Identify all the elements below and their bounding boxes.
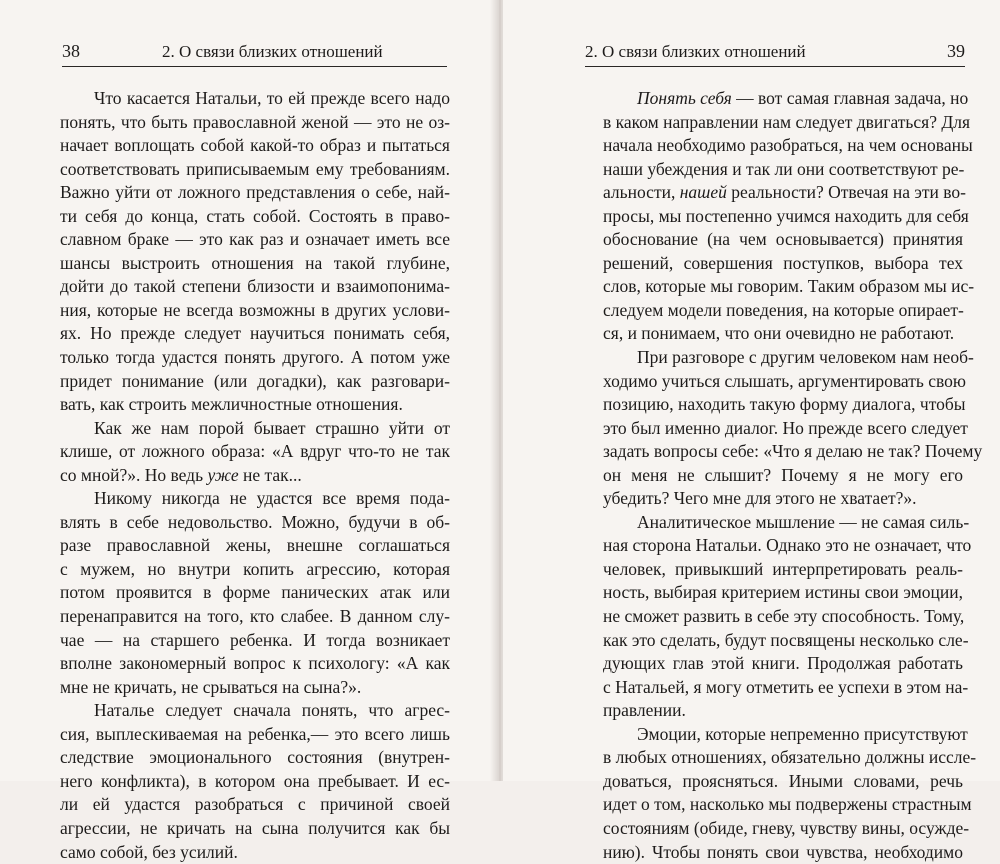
header-rule [62,66,447,67]
emphasis: Понять себя [637,88,732,108]
text-line: сия, выплескиваемая на ребенка,— это всего лишь [60,723,450,747]
text-line: это был именно диалог. Но прежде всего следует [603,417,963,441]
text-line: идет о том, насколько мы подвержены страстным [603,793,963,817]
text-line: агрессии, не кричать на сына получится как бы [60,817,450,841]
text-line: Никому никогда не удастся все время пода- [60,487,450,511]
text-line: начает воплощать собой какой-то образ и пытаться [60,134,450,158]
emphasis: нашей [680,182,727,202]
text-line: состояниям (обиде, гневу, чувству вины, осужде- [603,817,963,841]
text-line: мне не кричать, не срываться на сына?». [60,676,450,700]
text-line: человек, привыкший интерпретировать реаль- [603,558,963,582]
text-line: не сможет развить в себе эту способность. Тому, [603,605,963,629]
page-number: 38 [62,40,80,62]
text-line: решений, совершения поступков, выбора тех [603,252,963,276]
text-line: нию). Чтобы понять свои чувства, необходимо [603,841,963,864]
right-page-text [603,87,963,864]
text-line: славном браке — это как раз и означает иметь все [60,228,450,252]
text-line: Понять себя — вот самая главная задача, но [603,87,963,111]
text-line: задать вопросы себе: «Что я делаю не так? Почему [603,440,963,464]
text-line: При разговоре с другим человеком нам необ- [603,346,963,370]
text-line: само собой, без усилий. [60,841,450,864]
text-line: альности, нашей реальности? Отвечая на эти во- [603,181,963,205]
text-line: ность, выбирая критерием истины свои эмоции, [603,581,963,605]
text-line: него конфликта), в котором она пребывает. И ес- [60,770,450,794]
text-line: дующих глав этой книги. Продолжая работать [603,652,963,676]
text-line: Аналитическое мышление — не самая силь- [603,511,963,535]
page-number: 39 [947,40,965,62]
text-line: следствие эмоционального состояния (внутрен- [60,746,450,770]
text-line: с Натальей, я могу отметить ее успехи в этом на- [603,676,963,700]
header-rule [585,66,965,67]
text-line: Как же нам порой бывает страшно уйти от [60,417,450,441]
text-line: Что касается Натальи, то ей прежде всего надо [60,87,450,111]
text-line: вполне закономерный вопрос к психологу: «А как [60,652,450,676]
text-line: наши убеждения и так ли они соответствуют ре- [603,158,963,182]
text-line: следуем модели поведения, на которые опирает- [603,299,963,323]
text-line: Важно уйти от ложного представления о себе, най- [60,181,450,205]
text-line: понять, что быть православной женой — это не оз- [60,111,450,135]
text-line: со мной?». Но ведь уже не так... [60,464,450,488]
text-line: разе православной жены, внешне соглашаться [60,534,450,558]
text-line: ходимо учиться слышать, аргументировать свою [603,370,963,394]
running-title: 2. О связи близких отношений [162,41,383,63]
text-line: в каком направлении нам следует двигаться? Для [603,111,963,135]
left-page [0,0,497,781]
running-title: 2. О связи близких отношений [585,41,806,63]
text-line: ли ей удастся разобраться с причиной своей [60,793,450,817]
text-line: он меня не слышит? Почему я не могу его [603,464,963,488]
right-page-header [585,40,965,66]
text-line: как это сделать, будут посвящены несколько сле- [603,629,963,653]
emphasis: уже [207,465,238,485]
text-line: дойти до такой степени близости и взаимопонима- [60,275,450,299]
right-page [503,0,1000,781]
text-line: правлении. [603,699,963,723]
text-line: влять в себе недовольство. Можно, будучи в об- [60,511,450,535]
text-line: ния, которые не всегда возможны в других услови- [60,299,450,323]
text-line: ти себя до конца, стать собой. Состоять в право- [60,205,450,229]
text-line: только тогда удастся понять другого. А потом уже [60,346,450,370]
text-line: придет понимание (или догадки), как разговари- [60,370,450,394]
left-page-header [62,40,447,66]
text-line: доваться, проясняться. Иными словами, речь [603,770,963,794]
text-line: Наталье следует сначала понять, что агрес- [60,699,450,723]
text-line: просы, мы постепенно учимся находить для себя [603,205,963,229]
text-line: ная сторона Натальи. Однако это не означает, что [603,534,963,558]
text-line: ся, и понимаем, что они очевидно не работают. [603,322,963,346]
text-line: шансы выстроить отношения на такой глубине, [60,252,450,276]
text-line: в любых отношениях, обязательно должны иссле- [603,746,963,770]
text-line: клише, от ложного образа: «А вдруг что-то не так [60,440,450,464]
text-line: чае — на старшего ребенка. И тогда возникает [60,629,450,653]
text-line: вать, как строить межличностные отношения. [60,393,450,417]
text-line: позицию, находить такую форму диалога, чтобы [603,393,963,417]
text-line: ях. Но прежде следует научиться понимать себя, [60,322,450,346]
text-line: Эмоции, которые непременно присутствуют [603,723,963,747]
text-line: с мужем, но внутри копить агрессию, которая [60,558,450,582]
text-line: перенаправится на того, кто слабее. В данном слу- [60,605,450,629]
text-line: обоснование (на чем основывается) принятия [603,228,963,252]
text-line: потом проявится в форме панических атак или [60,581,450,605]
left-page-text [60,87,450,864]
text-line: начала необходимо разобраться, на чем основаны [603,134,963,158]
text-line: слов, которые мы говорим. Таким образом мы ис- [603,275,963,299]
text-line: убедить? Чего мне для этого не хватает?». [603,487,963,511]
text-line: соответствовать приписываемым ему требованиям. [60,158,450,182]
